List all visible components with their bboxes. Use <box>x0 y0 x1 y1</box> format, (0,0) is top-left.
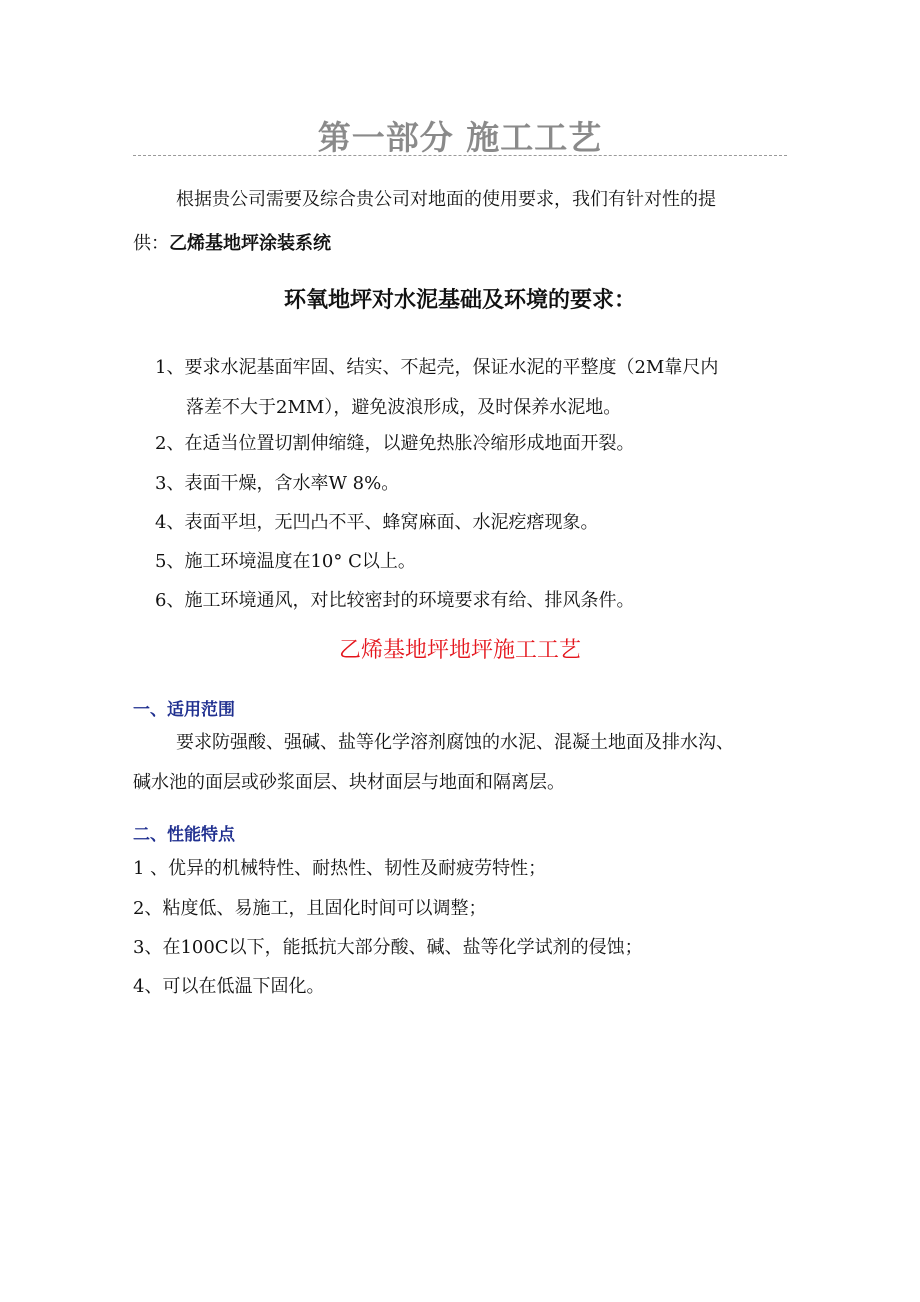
system-name: 乙烯基地坪涂装系统 <box>169 233 331 254</box>
feature-1: 1 、优异的机械特性、耐热性、韧性及耐疲劳特性； <box>133 858 547 879</box>
requirement-6: 6、施工环境通风，对比较密封的环境要求有给、排风条件。 <box>155 590 635 611</box>
requirement-4: 4、表面平坦，无凹凸不平、蜂窝麻面、水泥疙瘩现象。 <box>155 512 599 533</box>
requirements-heading: 环氧地坪对水泥基础及环境的要求： <box>283 287 636 313</box>
features-heading: 二、性能特点 <box>133 825 235 845</box>
requirement-3: 3、表面干燥，含水率W 8%。 <box>155 473 400 494</box>
feature-4: 4、可以在低温下固化。 <box>133 976 325 997</box>
requirement-2: 2、在适当位置切割伸缩缝，以避免热胀冷缩形成地面开裂。 <box>155 433 635 454</box>
intro-line-2 <box>133 232 331 256</box>
scope-heading: 一、适用范围 <box>133 700 235 720</box>
scope-line-2: 碱水池的面层或砂浆面层、块材面层与地面和隔离层。 <box>133 772 565 793</box>
title-divider <box>133 155 787 156</box>
requirement-1-cont: 落差不大于2MM），避免波浪形成，及时保养水泥地。 <box>186 397 622 418</box>
page-title: 第一部分 施工工艺 <box>317 118 603 157</box>
feature-2: 2、粘度低、易施工，且固化时间可以调整； <box>133 898 487 919</box>
process-title: 乙烯基地坪地坪施工工艺 <box>338 638 581 663</box>
feature-3: 3、在100C以下，能抵抗大部分酸、碱、盐等化学试剂的侵蚀； <box>133 937 643 958</box>
intro-prefix: 供： <box>133 233 169 254</box>
requirement-1: 1、要求水泥基面牢固、结实、不起壳，保证水泥的平整度（2M靠尺内 <box>155 357 719 378</box>
scope-line-1: 要求防强酸、强碱、盐等化学溶剂腐蚀的水泥、混凝土地面及排水沟、 <box>176 732 734 753</box>
intro-line-1: 根据贵公司需要及综合贵公司对地面的使用要求，我们有针对性的提 <box>176 189 716 210</box>
requirement-5: 5、施工环境温度在10° C以上。 <box>155 551 416 572</box>
